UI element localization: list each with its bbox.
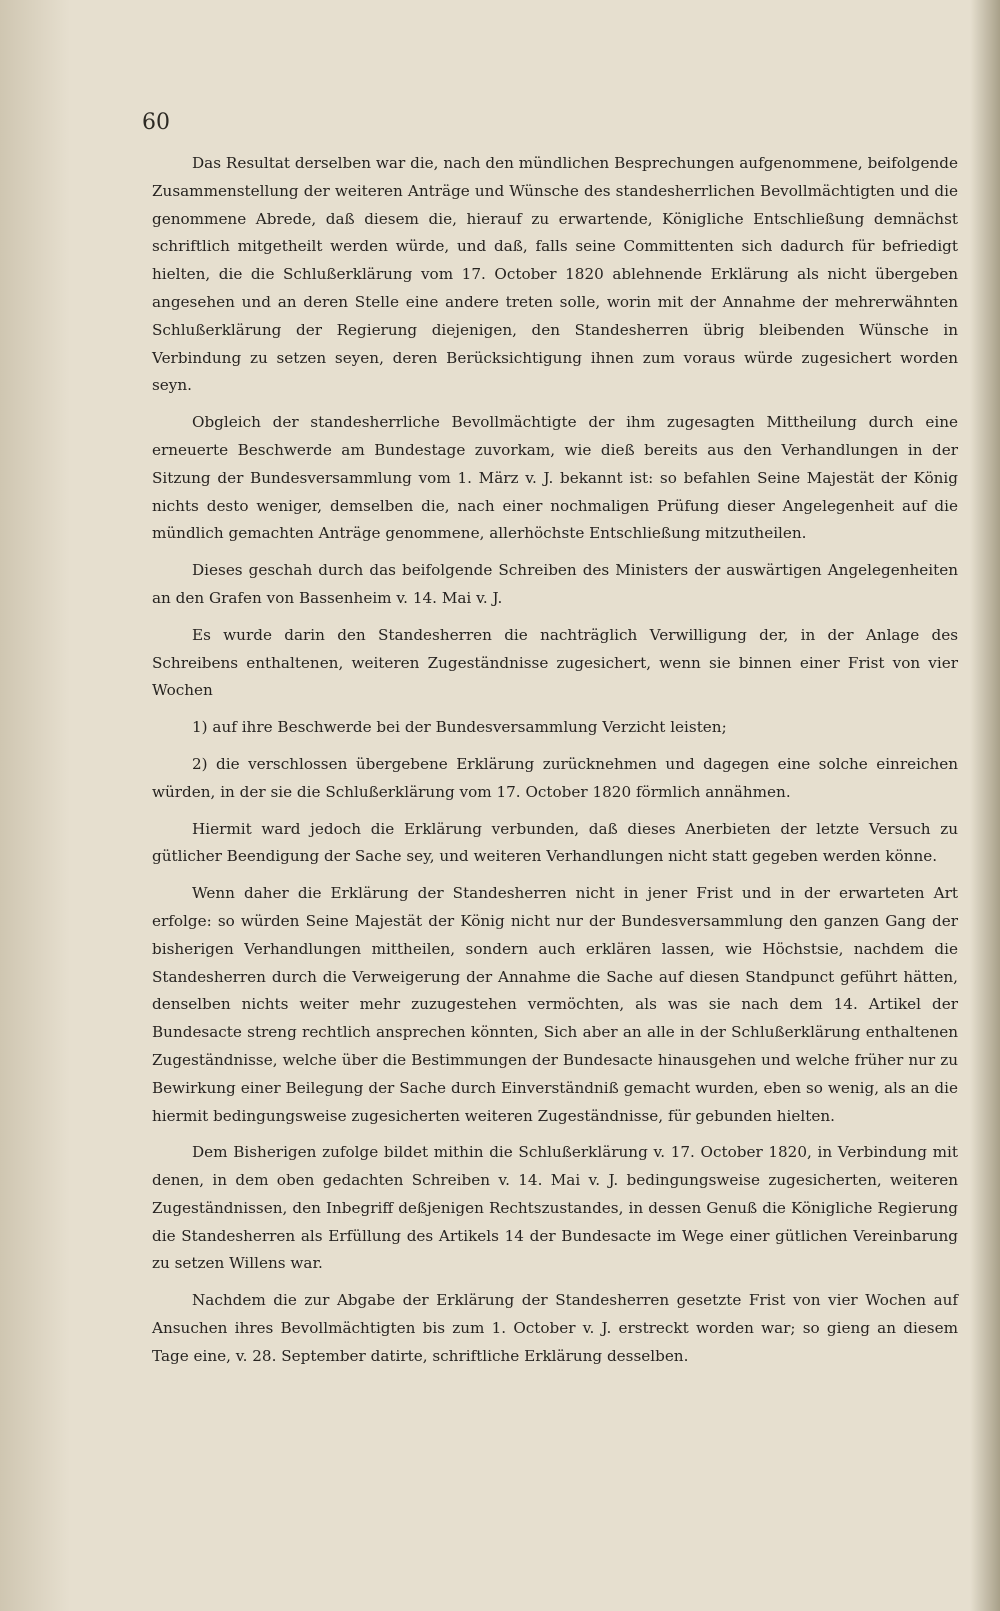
paragraph: Wenn daher die Erklärung der Standesherren nicht in jener Frist und in der erwarteten Art erfolge: so würden Seine Majestät der König nicht nur der Bundesversammlung den ganzen Gang der bisherigen Verhandlungen mittheilen, sondern auch erklären lassen, wie Höchstsie, nachdem die Standesherren durch die Verweigerung der Annahme die Sache auf diesen Standpunct geführt hätten, denselben nichts weiter mehr zuzugestehen vermöchten, als was sie nach dem 14. Artikel der Bundesacte streng rechtlich ansprechen könnten, Sich aber an alle in der Schlußerklärung enthaltenen Zugeständnisse, welche über die Bestimmungen der Bundesacte hinausgehen und welche früher nur zu Bewirkung einer Beilegung der Sache durch Einverständniß gemacht wurden, eben so wenig, als an die hiermit bedingungsweise zugesicherten weiteren Zugeständnisse, für gebunden hielten. — [152, 884, 958, 1125]
paragraph: Das Resultat derselben war die, nach den mündlichen Besprechungen aufgenommene, beifolgende Zusammenstellung der weiteren Anträge und Wünsche des standesherrlichen Bevollmächtigten und die genommene Abrede, daß diesem die, hierauf zu erwartende, Königliche Entschließung demnächst schriftlich mitgetheilt werden würde, und daß, falls seine Committenten sich dadurch für befriedigt hielten, die die Schlußerklärung vom 17. October 1820 ablehnende Erklärung als nicht übergeben angesehen und an deren Stelle eine andere treten solle, worin mit der Annahme der mehrerwähnten Schlußerklärung der Regierung diejenigen, den Standesherren übrig bleibenden Wünsche in Verbindung zu setzen seyen, deren Berücksichtigung ihnen zum voraus würde zugesichert worden seyn. — [152, 154, 958, 395]
list-item: 1) auf ihre Beschwerde bei der Bundesversammlung Verzicht leisten; — [192, 718, 727, 737]
paragraph: Nachdem die zur Abgabe der Erklärung der Standesherren gesetzte Frist von vier Wochen auf Ansuchen ihres Bevollmächtigten bis zum 1. October v. J. erstreckt worden war; so gieng an diesem Tage eine, v. 28. September datirte, schriftliche Erklärung desselben. — [152, 1291, 958, 1365]
paragraph: Obgleich der standesherrliche Bevollmächtigte der ihm zugesagten Mittheilung durch eine erneuerte Beschwerde am Bundestage zuvorkam, wie dieß bereits aus den Verhandlungen in der Sitzung der Bundesversammlung vom 1. März v. J. bekannt ist: so befahlen Seine Majestät der König nichts desto weniger, demselben die, nach einer nochmaligen Prüfung dieser Angelegenheit auf die mündlich gemachten Anträge genommene, allerhöchste Entschließung mitzutheilen. — [152, 413, 958, 543]
paragraph: Es wurde darin den Standesherren die nachträglich Verwilligung der, in der Anlage des Schreibens enthaltenen, weiteren Zugeständnisse zugesichert, wenn sie binnen einer Frist von vier Wochen — [152, 625, 958, 700]
list-item: 2) die verschlossen übergebene Erklärung zurücknehmen und dagegen eine solche einreichen würden, in der sie die Schlußerklärung vom 17. October 1820 förmlich annähmen. — [152, 754, 958, 801]
paragraph: Dem Bisherigen zufolge bildet mithin die Schlußerklärung v. 17. October 1820, in Verbindung mit denen, in dem oben gedachten Schreiben v. 14. Mai v. J. bedingungsweise zugesicherten, weiteren Zugeständnissen, den Inbegriff deßjenigen Rechtszustandes, in dessen Genuß die Königliche Regierung die Standesherren als Erfüllung des Artikels 14 der Bundesacte im Wege einer gütlichen Vereinbarung zu setzen Willens war. — [152, 1143, 958, 1273]
page-number: 60 — [142, 110, 170, 135]
paragraph: Dieses geschah durch das beifolgende Schreiben des Ministers der auswärtigen Angelegenheiten an den Grafen von Bassenheim v. 14. Mai v. J. — [152, 561, 958, 607]
text-body — [152, 150, 958, 1380]
paragraph: Hiermit ward jedoch die Erklärung verbunden, daß dieses Anerbieten der letzte Versuch zu gütlicher Beendigung der Sache sey, und weiteren Verhandlungen nicht statt gegeben werden könne. — [152, 819, 958, 866]
